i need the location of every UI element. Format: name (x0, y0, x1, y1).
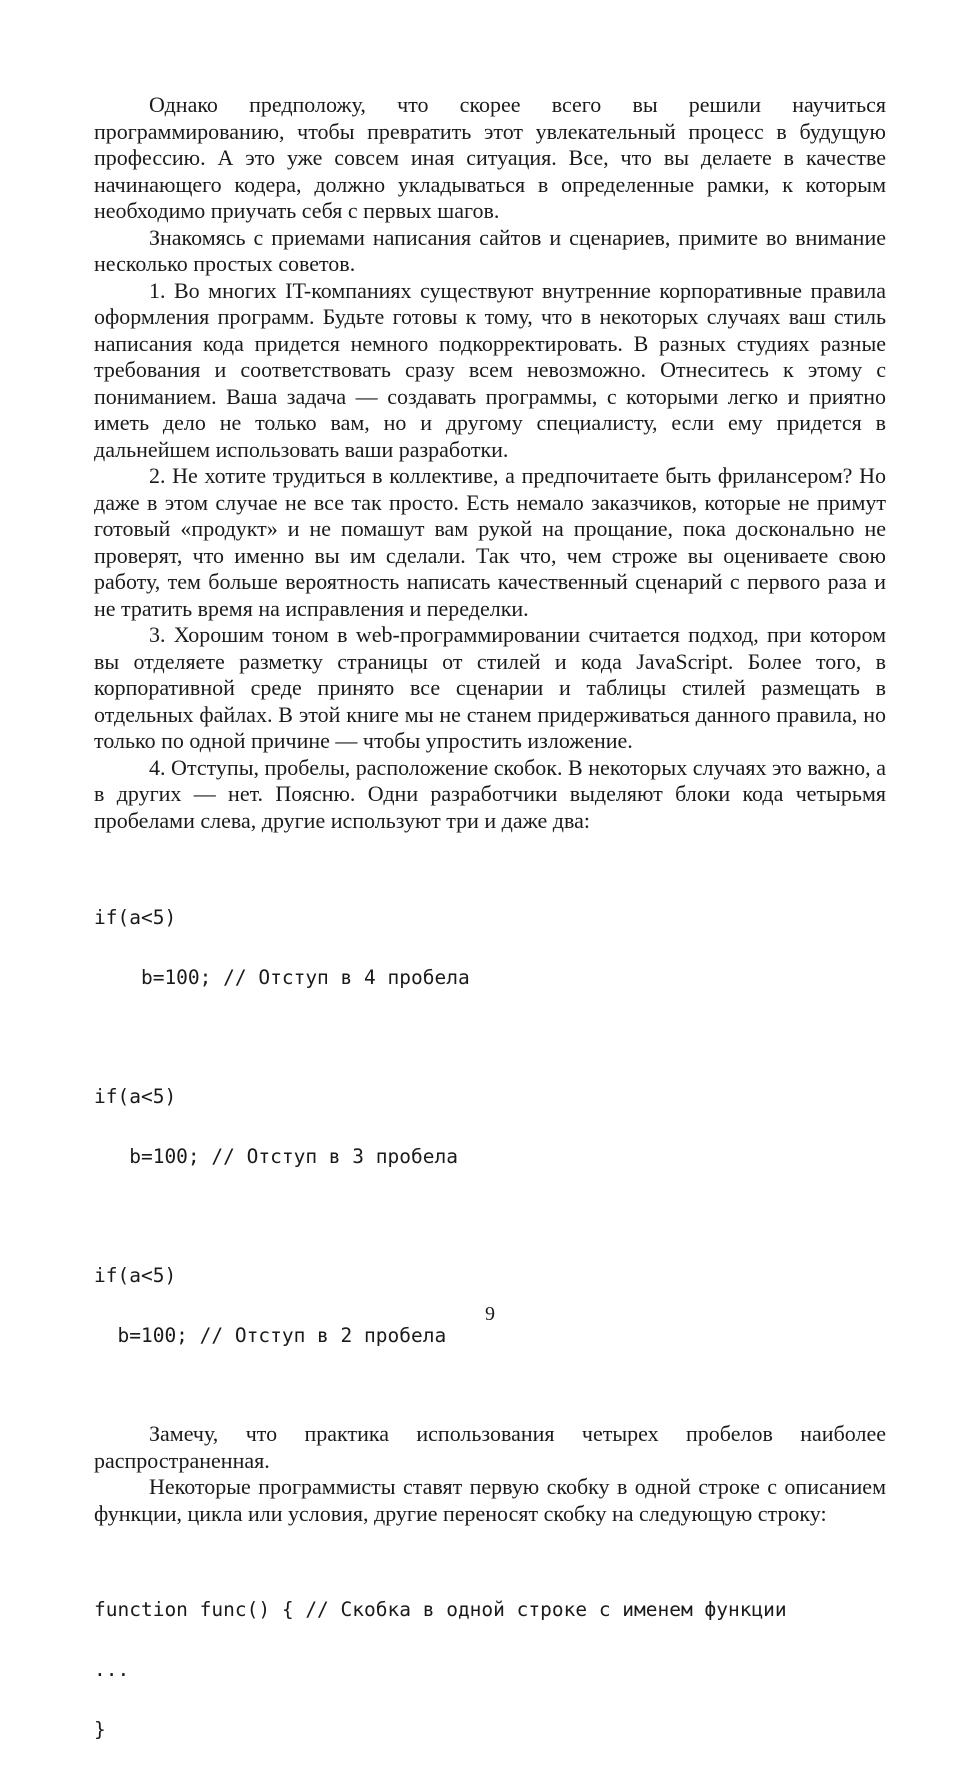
page-number: 9 (485, 1303, 495, 1325)
code-line-closing-brace: } (94, 1718, 106, 1741)
code-line-body: b=100; // Отступ в 2 пробела (94, 1324, 447, 1347)
code-line-body: b=100; // Отступ в 4 пробела (94, 966, 470, 989)
code-line-function-header: function func() { // Скобка в одной строке с именем функции (94, 1598, 787, 1621)
code-line-ellipsis: ... (94, 1658, 130, 1681)
paragraph-intro: Однако предположу, что скорее всего вы решили научиться программированию, чтобы превратить этот увлекательный процесс в будущую профессию. А это уже совсем иная ситуация. Все, что вы делаете в качестве начинающего кодера, должно укладываться в определенные рамки, к которым необходимо приучать себя с первых шагов. (94, 92, 886, 223)
page-content (94, 92, 886, 1780)
code-line-condition: if(a<5) (94, 1085, 177, 1108)
code-line-condition: if(a<5) (94, 906, 177, 929)
paragraph-brace-placement: Некоторые программисты ставят первую скобку в одной строке с описанием функции, цикла или условия, другие переносят скобку на следующую строку: (94, 1474, 886, 1526)
code-line-body: b=100; // Отступ в 3 пробела (94, 1145, 458, 1168)
paragraph-four-spaces-note: Замечу, что практика использования четырех пробелов наиболее распространенная. (94, 1421, 886, 1473)
paragraph-tips-lead: Знакомясь с приемами написания сайтов и сценариев, примите во внимание несколько простых советов. (94, 224, 886, 276)
paragraph-tip-1: 1. Во многих IT-компаниях существуют внутренние корпоративные правила оформления программ. Будьте готовы к тому, что в некоторых случаях ваш стиль написания кода придется немного подкорректировать. В разных студиях разные требования и соответствовать сразу всем невозможно. Отнеситесь к этому с пониманием. Ваша задача — создавать программы, с которыми легко и приятно иметь дело не только вам, но и другому специалисту, если ему придется в дальнейшем использовать ваши разработки. (94, 277, 886, 462)
code-example-function-brace (94, 1560, 886, 1780)
paragraph-tip-4: 4. Отступы, пробелы, расположение скобок. В некоторых случаях это важно, а в других — нет. Поясню. Одни разработчики выделяют блоки кода четырьмя пробелами слева, другие используют три и даже два: (94, 754, 886, 833)
code-example-3-spaces (94, 1047, 886, 1207)
code-line-condition: if(a<5) (94, 1264, 177, 1287)
code-example-4-spaces (94, 868, 886, 1028)
paragraph-tip-3: 3. Хорошим тоном в web-программировании считается подход, при котором вы отделяете разметку страницы от стилей и кода JavaScript. Более того, в корпоративной среде принято все сценарии и таблицы стилей размещать в отдельных файлах. В этой книге мы не станем придерживаться данного правила, но только по одной причине — чтобы упростить изложение. (94, 622, 886, 753)
paragraph-tip-2: 2. Не хотите трудиться в коллективе, а предпочитаете быть фрилансером? Но даже в этом случае не все так просто. Есть немало заказчиков, которые не примут готовый «продукт» и не помашут вам рукой на прощание, пока досконально не проверят, что именно вы им сделали. Так что, чем строже вы оцениваете свою работу, тем больше вероятность написать качественный сценарий с первого раза и не тратить время на исправления и переделки. (94, 463, 886, 621)
